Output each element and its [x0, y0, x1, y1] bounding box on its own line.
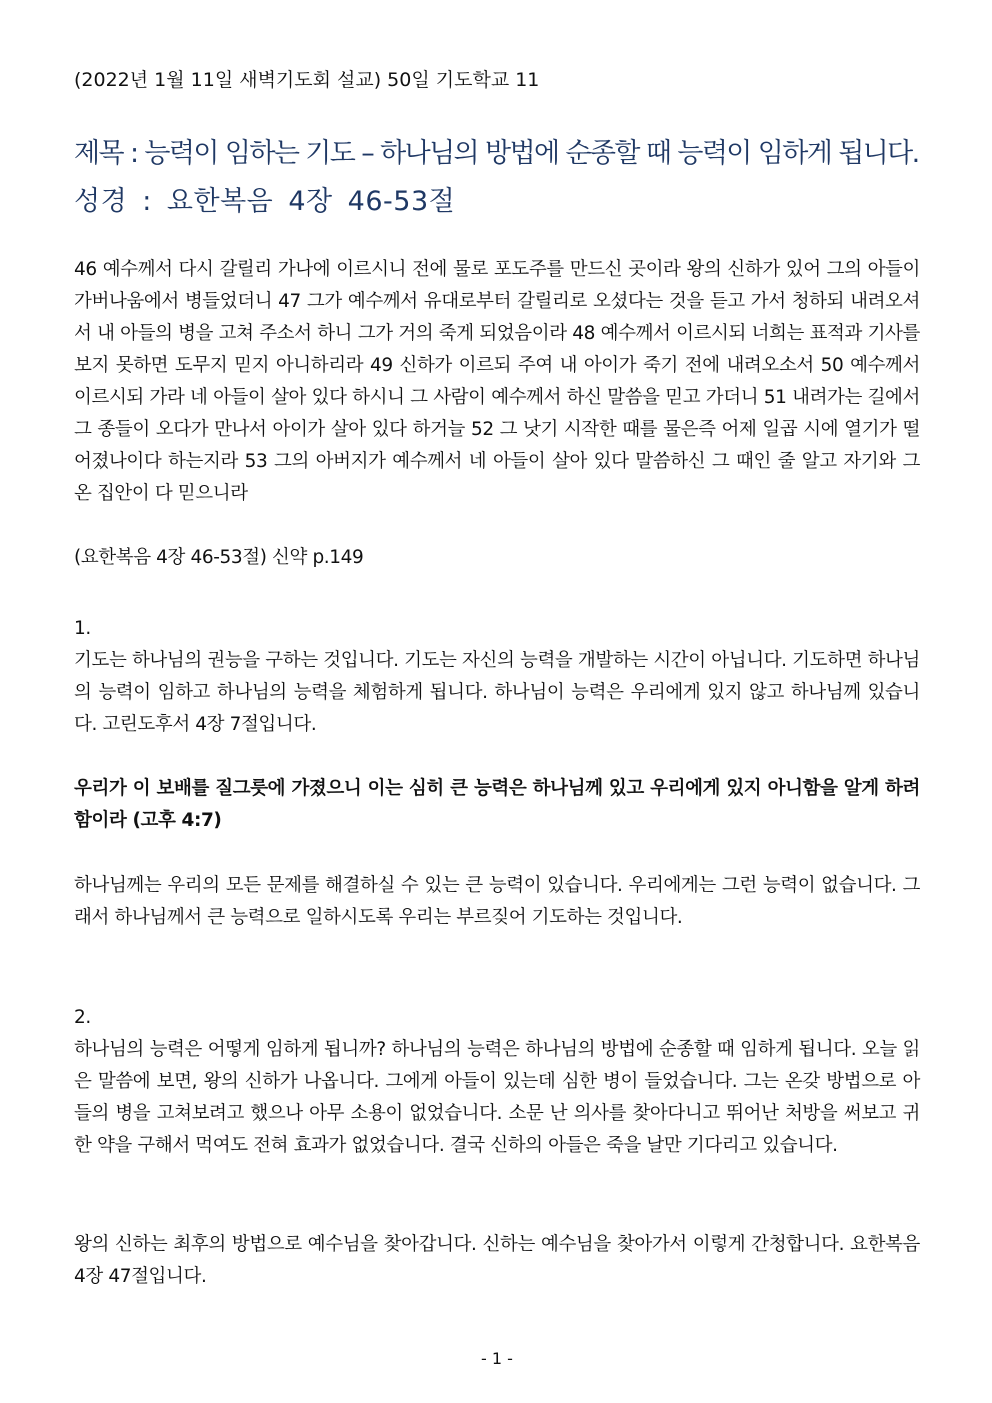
section-1-number: 1. — [74, 618, 91, 639]
section-1-paragraph-2: 하나님께는 우리의 모든 문제를 해결하실 수 있는 큰 능력이 있습니다. 우리에게는 그런 능력이 없습니다. 그래서 하나님께서 큰 능력으로 일하시도록 우리는 부르짖어 기도하는 것입니다. — [74, 875, 920, 928]
title-block — [74, 130, 920, 226]
document-page — [74, 0, 920, 1403]
sermon-title: 제목 : 능력이 임하는 기도 – 하나님의 방법에 순종할 때 능력이 임하게 됩니다. — [74, 138, 919, 169]
section-1-quote: 우리가 이 보배를 질그릇에 가졌으니 이는 심히 큰 능력은 하나님께 있고 우리에게 있지 아니함을 알게 하려 함이라 (고후 4:7) — [74, 778, 920, 831]
passage-text: 46 예수께서 다시 갈릴리 가나에 이르시니 전에 물로 포도주를 만드신 곳이라 왕의 신하가 있어 그의 아들이 가버나움에서 병들었더니 47 그가 예수께서 유대로부터 갈릴리로 오셨다는 것을 듣고 가서 청하되 내려오셔서 내 아들의 병을 고쳐 주소서 하니 그가 거의 죽게 되었음이라 48 예수께서 이르시되 너희는 표적과 기사를 보지 못하면 도무지 믿지 아니하리라 49 신하가 이르되 주여 내 아이가 죽기 전에 내려오소서 50 예수께서 이르시되 가라 네 아들이 살아 있다 하시니 그 사람이 예수께서 하신 말씀을 믿고 가더니 51 내려가는 길에서 그 종들이 오다가 만나서 아이가 살아 있다 하거늘 52 그 낫기 시작한 때를 물은즉 어제 일곱 시에 열기가 떨어졌나이다 하는지라 53 그의 아버지가 예수께서 네 아들이 살아 있다 말씀하신 그 때인 줄 알고 자기와 그 온 집안이 다 믿으니라 — [74, 259, 920, 504]
page-number: - 1 - — [481, 1349, 513, 1368]
passage-reference: (요한복음 4장 46-53절) 신약 p.149 — [74, 547, 364, 568]
sermon-header: (2022년 1월 11일 새벽기도회 설교) 50일 기도학교 11 — [74, 69, 540, 91]
section-2-number: 2. — [74, 1007, 91, 1028]
section-2-paragraph-1: 하나님의 능력은 어떻게 임하게 됩니까? 하나님의 능력은 하나님의 방법에 순종할 때 임하게 됩니다. 오늘 읽은 말씀에 보면, 왕의 신하가 나옵니다. 그에게 아들이 있는데 심한 병이 들었습니다. 그는 온갖 방법으로 아들의 병을 고쳐보려고 했으나 아무 소용이 없었습니다. 소문 난 의사를 찾아다니고 뛰어난 처방을 써보고 귀한 약을 구해서 먹여도 전혀 효과가 없었습니다. 결국 신하의 아들은 죽을 날만 기다리고 있습니다. — [74, 1039, 920, 1156]
section-1-paragraph-1: 기도는 하나님의 권능을 구하는 것입니다. 기도는 자신의 능력을 개발하는 시간이 아닙니다. 기도하면 하나님의 능력이 임하고 하나님의 능력을 체험하게 됩니다. 하나님이 능력은 우리에게 있지 않고 하나님께 있습니다. 고린도후서 4장 7절입니다. — [74, 650, 920, 735]
section-2-paragraph-2: 왕의 신하는 최후의 방법으로 예수님을 찾아갑니다. 신하는 예수님을 찾아가서 이렇게 간청합니다. 요한복음 4장 47절입니다. — [74, 1234, 920, 1287]
scripture-reference: 성경 : 요한복음 4장 46-53절 — [74, 186, 456, 217]
